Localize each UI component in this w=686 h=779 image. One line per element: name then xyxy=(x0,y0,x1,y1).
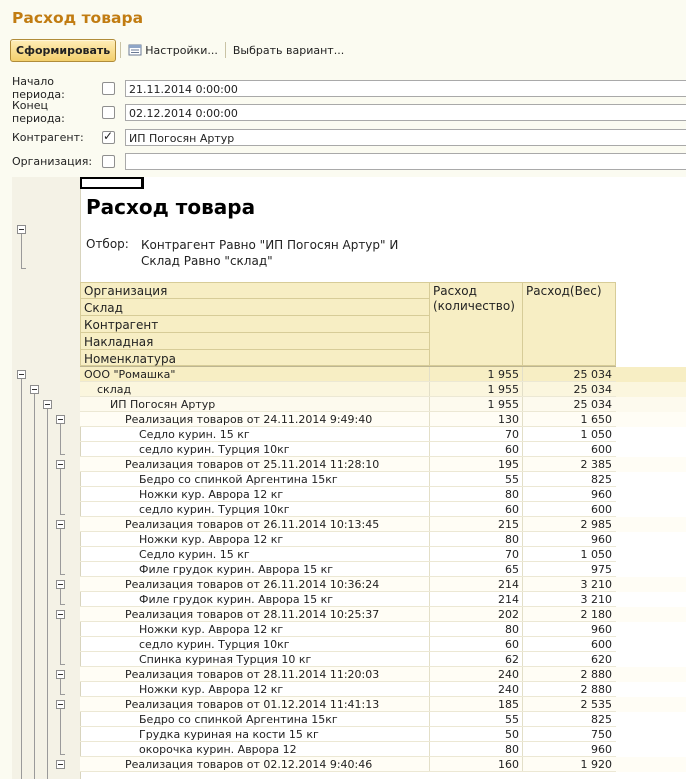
row-name: седло курин. Турция 10кг xyxy=(139,638,290,651)
group-row[interactable] xyxy=(80,367,686,382)
organization-checkbox[interactable] xyxy=(102,155,115,168)
header-qty: Расход (количество) xyxy=(429,282,523,366)
period-end-checkbox[interactable] xyxy=(102,106,115,119)
filter-line-1: Контрагент Равно "ИП Погосян Артур" И xyxy=(141,238,399,252)
outline-line xyxy=(34,394,35,779)
generate-button[interactable]: Сформировать xyxy=(10,39,116,62)
weight-cell: 25 034 xyxy=(522,382,616,397)
outline-line xyxy=(60,529,61,574)
row-name: Реализация товаров от 02.12.2014 9:40:46 xyxy=(125,758,373,771)
outline-line xyxy=(60,514,65,515)
header-divider xyxy=(80,315,429,316)
outline-line xyxy=(60,604,65,605)
item-row[interactable] xyxy=(80,592,686,607)
row-name: окорочка курин. Аврора 12 xyxy=(139,743,297,756)
collapse-group-icon[interactable] xyxy=(56,415,65,424)
counterparty-checkbox[interactable] xyxy=(102,131,115,144)
period-end-input[interactable]: 02.12.2014 0:00:00 xyxy=(125,104,686,121)
organization-label: Организация: xyxy=(12,154,93,168)
weight-cell: 1 650 xyxy=(522,412,616,427)
header-counterparty: Контрагент xyxy=(84,318,159,332)
weight-cell: 2 880 xyxy=(522,682,616,697)
group-row[interactable] xyxy=(80,382,686,397)
qty-cell: 80 xyxy=(429,742,522,757)
item-row[interactable] xyxy=(80,742,686,757)
item-row[interactable] xyxy=(80,562,686,577)
qty-cell: 60 xyxy=(429,442,522,457)
item-row[interactable] xyxy=(80,637,686,652)
qty-cell: 195 xyxy=(429,457,522,472)
collapse-group-icon[interactable] xyxy=(56,460,65,469)
qty-cell: 240 xyxy=(429,667,522,682)
qty-cell: 80 xyxy=(429,487,522,502)
toolbar xyxy=(10,38,347,62)
qty-cell: 215 xyxy=(429,517,522,532)
organization-input[interactable] xyxy=(125,153,686,170)
item-row[interactable] xyxy=(80,682,686,697)
weight-cell: 825 xyxy=(522,472,616,487)
outline-line xyxy=(60,424,61,454)
collapse-header-icon[interactable] xyxy=(17,225,26,234)
collapse-group-icon[interactable] xyxy=(17,370,26,379)
row-name: склад xyxy=(97,383,132,396)
item-row[interactable] xyxy=(80,427,686,442)
collapse-group-icon[interactable] xyxy=(56,610,65,619)
outline-line xyxy=(21,379,22,779)
row-name: Спинка куриная Турция 10 кг xyxy=(139,653,312,666)
outline-line xyxy=(60,589,61,604)
period-start-checkbox[interactable] xyxy=(102,82,115,95)
row-name: Реализация товаров от 01.12.2014 11:41:13 xyxy=(125,698,380,711)
outline-line xyxy=(60,469,61,514)
report-spreadsheet[interactable] xyxy=(12,177,686,779)
outline-line xyxy=(47,409,48,779)
row-name: Ножки кур. Аврора 12 кг xyxy=(139,488,284,501)
weight-cell: 1 920 xyxy=(522,757,616,772)
weight-cell: 1 050 xyxy=(522,427,616,442)
outline-line xyxy=(60,694,65,695)
weight-cell: 2 535 xyxy=(522,697,616,712)
qty-cell: 70 xyxy=(429,427,522,442)
header-divider xyxy=(80,349,429,350)
qty-cell: 55 xyxy=(429,712,522,727)
item-row[interactable] xyxy=(80,472,686,487)
qty-cell: 1 955 xyxy=(429,397,522,412)
outline-line xyxy=(60,664,65,665)
row-name: ИП Погосян Артур xyxy=(110,398,216,411)
weight-cell: 960 xyxy=(522,742,616,757)
weight-cell: 3 210 xyxy=(522,577,616,592)
qty-cell: 60 xyxy=(429,502,522,517)
qty-cell: 202 xyxy=(429,607,522,622)
row-name: Филе грудок курин. Аврора 15 кг xyxy=(139,593,333,606)
weight-cell: 1 050 xyxy=(522,547,616,562)
row-name: Бедро со спинкой Аргентина 15кг xyxy=(139,713,338,726)
filter-text xyxy=(141,237,398,269)
qty-cell: 130 xyxy=(429,412,522,427)
qty-cell: 50 xyxy=(429,727,522,742)
qty-cell: 1 955 xyxy=(429,382,522,397)
collapse-group-icon[interactable] xyxy=(30,385,39,394)
item-row[interactable] xyxy=(80,727,686,742)
weight-cell: 600 xyxy=(522,442,616,457)
period-start-input[interactable]: 21.11.2014 0:00:00 xyxy=(125,80,686,97)
item-row[interactable] xyxy=(80,622,686,637)
filter-line-2: Склад Равно "склад" xyxy=(141,254,273,268)
item-row[interactable] xyxy=(80,652,686,667)
weight-cell: 960 xyxy=(522,487,616,502)
outline-line xyxy=(60,679,61,694)
weight-cell: 975 xyxy=(522,562,616,577)
weight-cell: 750 xyxy=(522,727,616,742)
filter-label: Отбор: xyxy=(86,237,129,251)
header-weight: Расход(Вес) xyxy=(522,282,616,366)
group-row[interactable] xyxy=(80,607,686,622)
counterparty-row xyxy=(12,127,235,147)
header-invoice: Накладная xyxy=(84,335,154,349)
group-row[interactable] xyxy=(80,412,686,427)
period-end-label: Конец периода: xyxy=(12,99,65,125)
outline-line xyxy=(21,234,22,268)
header-warehouse: Склад xyxy=(84,301,123,315)
weight-cell: 960 xyxy=(522,622,616,637)
group-row[interactable] xyxy=(80,667,686,682)
weight-cell: 25 034 xyxy=(522,397,616,412)
window-title: Расход товара xyxy=(12,9,144,27)
row-name: Бедро со спинкой Аргентина 15кг xyxy=(139,473,338,486)
outline-line xyxy=(21,268,26,269)
weight-cell: 600 xyxy=(522,637,616,652)
row-name: Грудка куриная на кости 15 кг xyxy=(139,728,319,741)
collapse-group-icon[interactable] xyxy=(56,580,65,589)
qty-cell: 60 xyxy=(429,637,522,652)
row-name: Седло курин. 15 кг xyxy=(139,428,250,441)
weight-cell: 3 210 xyxy=(522,592,616,607)
weight-cell: 825 xyxy=(522,712,616,727)
group-row[interactable] xyxy=(80,517,686,532)
settings-label: Настройки... xyxy=(145,43,218,57)
group-row[interactable] xyxy=(80,757,686,772)
qty-cell: 65 xyxy=(429,562,522,577)
row-name: ООО "Ромашка" xyxy=(84,368,176,381)
outline-line xyxy=(60,619,61,664)
period-end-row xyxy=(12,99,238,125)
row-name: Ножки кур. Аврора 12 кг xyxy=(139,683,284,696)
choose-variant-button[interactable]: Выбрать вариант... xyxy=(232,43,345,57)
header-divider xyxy=(80,332,429,333)
collapse-group-icon[interactable] xyxy=(56,670,65,679)
item-row[interactable] xyxy=(80,532,686,547)
collapse-group-icon[interactable] xyxy=(43,400,52,409)
cell-cursor xyxy=(80,177,144,189)
weight-cell: 25 034 xyxy=(522,367,616,382)
qty-cell: 1 955 xyxy=(429,367,522,382)
row-name: Филе грудок курин. Аврора 15 кг xyxy=(139,563,333,576)
qty-cell: 240 xyxy=(429,682,522,697)
weight-cell: 2 985 xyxy=(522,517,616,532)
counterparty-label: Контрагент: xyxy=(12,130,84,144)
group-row[interactable] xyxy=(80,397,686,412)
outline-line xyxy=(60,574,65,575)
period-start-label: Начало периода: xyxy=(12,75,65,101)
qty-cell: 160 xyxy=(429,757,522,772)
collapse-group-icon[interactable] xyxy=(56,520,65,529)
row-name: Реализация товаров от 24.11.2014 9:49:40 xyxy=(125,413,373,426)
report-title: Расход товара xyxy=(86,195,256,219)
item-row[interactable] xyxy=(80,712,686,727)
outline-line xyxy=(60,454,65,455)
row-name: Реализация товаров от 26.11.2014 10:13:45 xyxy=(125,518,380,531)
row-name: Реализация товаров от 28.11.2014 10:25:37 xyxy=(125,608,380,621)
group-row[interactable] xyxy=(80,697,686,712)
header-nomenclature: Номенклатура xyxy=(84,352,176,366)
weight-cell: 960 xyxy=(522,532,616,547)
qty-cell: 80 xyxy=(429,622,522,637)
row-name: Седло курин. 15 кг xyxy=(139,548,250,561)
item-row[interactable] xyxy=(80,487,686,502)
item-row[interactable] xyxy=(80,547,686,562)
weight-cell: 2 385 xyxy=(522,457,616,472)
header-divider xyxy=(80,298,429,299)
toolbar-separator xyxy=(225,42,226,58)
collapse-group-icon[interactable] xyxy=(56,760,65,769)
toolbar-separator xyxy=(120,42,121,58)
row-name: Реализация товаров от 25.11.2014 11:28:10 xyxy=(125,458,380,471)
row-name: седло курин. Турция 10кг xyxy=(139,503,290,516)
row-name: Ножки кур. Аврора 12 кг xyxy=(139,623,284,636)
organization-row xyxy=(12,151,115,171)
weight-cell: 2 880 xyxy=(522,667,616,682)
group-row[interactable] xyxy=(80,457,686,472)
qty-cell: 55 xyxy=(429,472,522,487)
row-divider xyxy=(80,771,616,772)
settings-icon xyxy=(128,43,142,57)
qty-cell: 185 xyxy=(429,697,522,712)
row-name: Ножки кур. Аврора 12 кг xyxy=(139,533,284,546)
period-start-row xyxy=(12,75,238,101)
row-name: Реализация товаров от 28.11.2014 11:20:03 xyxy=(125,668,380,681)
item-row[interactable] xyxy=(80,442,686,457)
header-organization: Организация xyxy=(84,284,168,298)
weight-cell: 620 xyxy=(522,652,616,667)
qty-cell: 70 xyxy=(429,547,522,562)
settings-button[interactable] xyxy=(125,40,221,60)
collapse-group-icon[interactable] xyxy=(56,700,65,709)
outline-line xyxy=(60,709,61,754)
item-row[interactable] xyxy=(80,502,686,517)
weight-cell: 2 180 xyxy=(522,607,616,622)
qty-cell: 80 xyxy=(429,532,522,547)
qty-cell: 62 xyxy=(429,652,522,667)
outline-line xyxy=(60,754,65,755)
counterparty-input[interactable]: ИП Погосян Артур xyxy=(125,129,686,146)
weight-cell: 600 xyxy=(522,502,616,517)
qty-cell: 214 xyxy=(429,592,522,607)
qty-cell: 214 xyxy=(429,577,522,592)
row-name: седло курин. Турция 10кг xyxy=(139,443,290,456)
row-name: Реализация товаров от 26.11.2014 10:36:24 xyxy=(125,578,380,591)
group-row[interactable] xyxy=(80,577,686,592)
